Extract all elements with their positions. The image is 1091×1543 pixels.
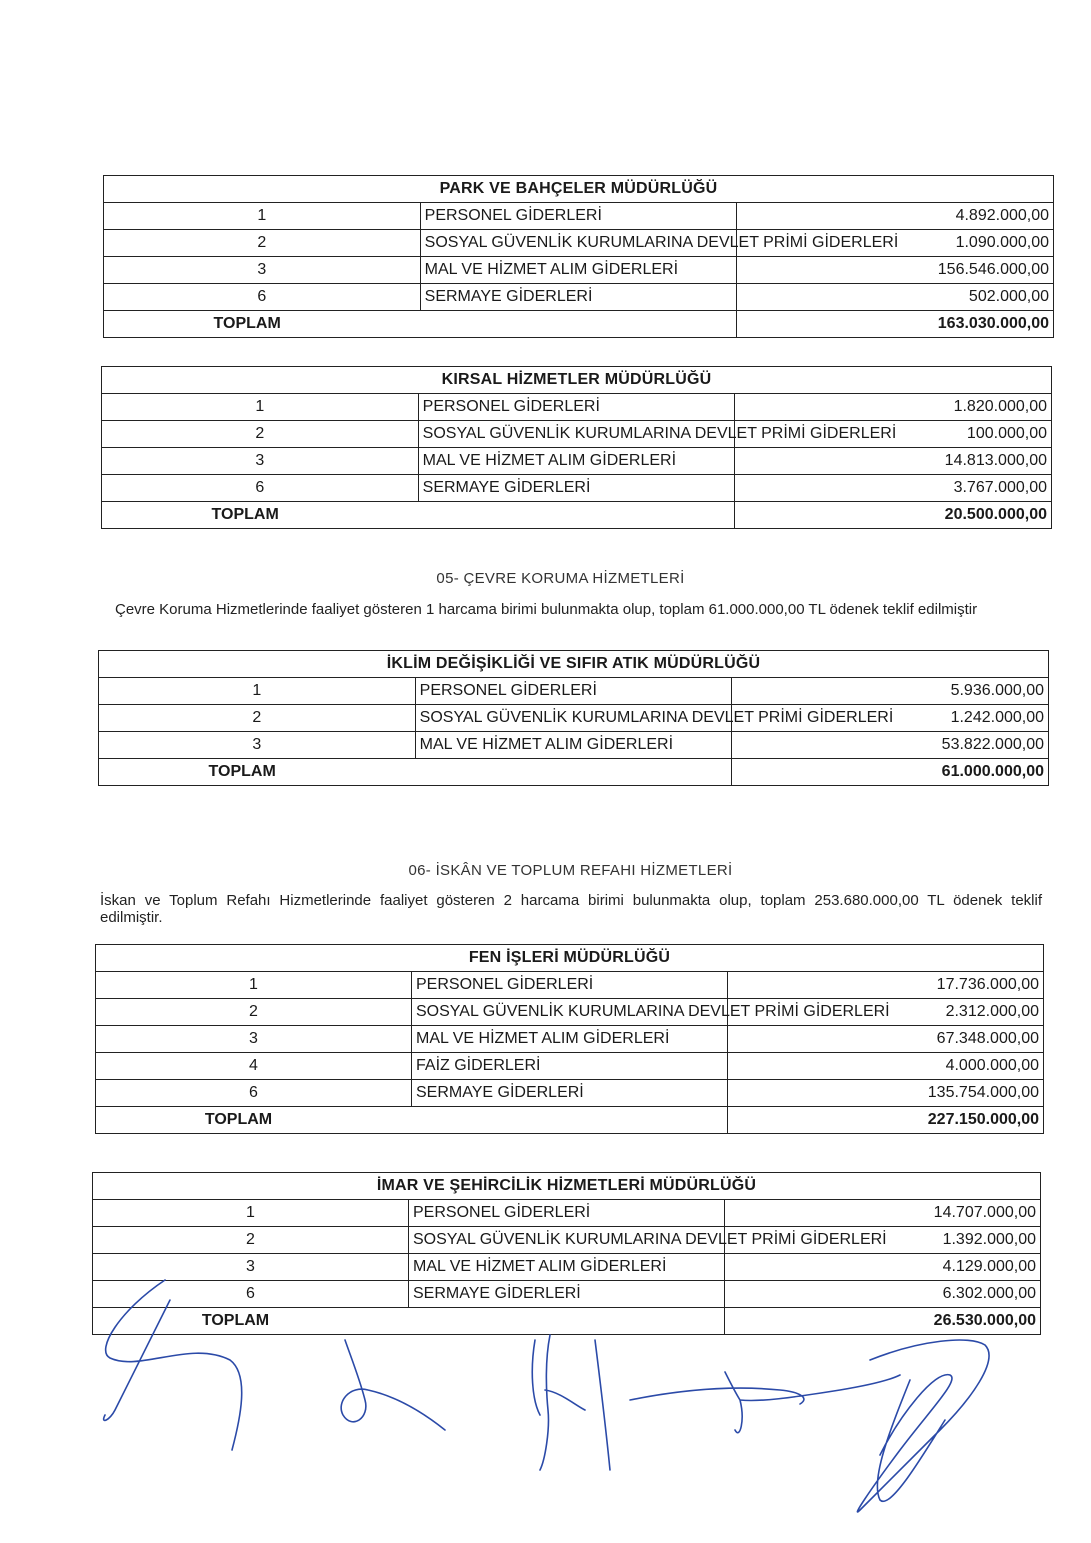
row-amount: 5.936.000,00 bbox=[732, 678, 1049, 705]
row-amount: 4.892.000,00 bbox=[737, 203, 1054, 230]
total-row bbox=[96, 1107, 1044, 1134]
row-number: 6 bbox=[104, 284, 421, 311]
row-number: 2 bbox=[104, 230, 421, 257]
table-row bbox=[102, 448, 1052, 475]
total-label: TOPLAM bbox=[96, 1107, 728, 1134]
signature-2 bbox=[341, 1340, 445, 1430]
row-amount: 3.767.000,00 bbox=[735, 475, 1052, 502]
row-number: 3 bbox=[104, 257, 421, 284]
row-amount: 6.302.000,00 bbox=[725, 1281, 1041, 1308]
budget-table-park bbox=[103, 175, 1054, 338]
row-number: 2 bbox=[93, 1227, 409, 1254]
row-amount: 135.754.000,00 bbox=[728, 1080, 1044, 1107]
table-row bbox=[93, 1227, 1041, 1254]
row-amount: 1.090.000,00 bbox=[737, 230, 1054, 257]
row-expense-name: SERMAYE GİDERLERİ bbox=[418, 475, 735, 502]
row-amount: 1.392.000,00 bbox=[725, 1227, 1041, 1254]
budget-table-kirsal bbox=[101, 366, 1052, 529]
row-expense-name: PERSONEL GİDERLERİ bbox=[418, 394, 735, 421]
row-expense-name: PERSONEL GİDERLERİ bbox=[415, 678, 732, 705]
total-row bbox=[99, 759, 1049, 786]
row-expense-name: SOSYAL GÜVENLİK KURUMLARINA DEVLET PRİMİ GİDERLERİ bbox=[418, 421, 735, 448]
table-row bbox=[96, 1053, 1044, 1080]
row-expense-name: SOSYAL GÜVENLİK KURUMLARINA DEVLET PRİMİ GİDERLERİ bbox=[409, 1227, 725, 1254]
section-heading-cevre: 05- ÇEVRE KORUMA HİZMETLERİ bbox=[436, 570, 685, 587]
table-title: FEN İŞLERİ MÜDÜRLÜĞÜ bbox=[96, 945, 1044, 972]
row-number: 6 bbox=[93, 1281, 409, 1308]
total-amount: 163.030.000,00 bbox=[737, 311, 1054, 338]
budget-table-imar bbox=[92, 1172, 1041, 1335]
total-row bbox=[102, 502, 1052, 529]
row-number: 2 bbox=[99, 705, 416, 732]
row-expense-name: MAL VE HİZMET ALIM GİDERLERİ bbox=[412, 1026, 728, 1053]
row-expense-name: MAL VE HİZMET ALIM GİDERLERİ bbox=[409, 1254, 725, 1281]
total-amount: 20.500.000,00 bbox=[735, 502, 1052, 529]
row-expense-name: PERSONEL GİDERLERİ bbox=[409, 1200, 725, 1227]
total-amount: 61.000.000,00 bbox=[732, 759, 1049, 786]
row-number: 1 bbox=[93, 1200, 409, 1227]
table-row bbox=[102, 421, 1052, 448]
row-number: 6 bbox=[102, 475, 419, 502]
row-amount: 1.242.000,00 bbox=[732, 705, 1049, 732]
table-row bbox=[96, 1080, 1044, 1107]
row-expense-name: MAL VE HİZMET ALIM GİDERLERİ bbox=[415, 732, 732, 759]
signature-5 bbox=[857, 1340, 989, 1512]
total-amount: 227.150.000,00 bbox=[728, 1107, 1044, 1134]
row-expense-name: SOSYAL GÜVENLİK KURUMLARINA DEVLET PRİMİ GİDERLERİ bbox=[412, 999, 728, 1026]
row-number: 1 bbox=[96, 972, 412, 999]
section-heading-iskan: 06- İSKÂN VE TOPLUM REFAHI HİZMETLERİ bbox=[408, 862, 733, 879]
row-number: 2 bbox=[96, 999, 412, 1026]
signature-4 bbox=[630, 1372, 900, 1433]
row-amount: 53.822.000,00 bbox=[732, 732, 1049, 759]
row-expense-name: SOSYAL GÜVENLİK KURUMLARINA DEVLET PRİMİ GİDERLERİ bbox=[420, 230, 737, 257]
table-row bbox=[99, 678, 1049, 705]
row-number: 3 bbox=[102, 448, 419, 475]
row-number: 1 bbox=[104, 203, 421, 230]
row-expense-name: SERMAYE GİDERLERİ bbox=[409, 1281, 725, 1308]
row-expense-name: MAL VE HİZMET ALIM GİDERLERİ bbox=[420, 257, 737, 284]
row-number: 6 bbox=[96, 1080, 412, 1107]
table-row bbox=[99, 732, 1049, 759]
table-row bbox=[93, 1254, 1041, 1281]
row-amount: 17.736.000,00 bbox=[728, 972, 1044, 999]
table-title: İMAR VE ŞEHİRCİLİK HİZMETLERİ MÜDÜRLÜĞÜ bbox=[93, 1173, 1041, 1200]
signature-3 bbox=[532, 1335, 610, 1470]
row-number: 2 bbox=[102, 421, 419, 448]
total-row bbox=[104, 311, 1054, 338]
section-text-cevre: Çevre Koruma Hizmetlerinde faaliyet gösteren 1 harcama birimi bulunmakta olup, toplam 61.000.000,00 TL ödenek teklif edilmiştir bbox=[115, 601, 978, 618]
table-row bbox=[93, 1200, 1041, 1227]
row-number: 3 bbox=[99, 732, 416, 759]
table-row bbox=[102, 475, 1052, 502]
table-row bbox=[104, 284, 1054, 311]
row-amount: 14.813.000,00 bbox=[735, 448, 1052, 475]
row-expense-name: SERMAYE GİDERLERİ bbox=[420, 284, 737, 311]
row-number: 3 bbox=[93, 1254, 409, 1281]
signatures-image bbox=[0, 1320, 1091, 1543]
table-title: İKLİM DEĞİŞİKLİĞİ VE SIFIR ATIK MÜDÜRLÜĞÜ bbox=[99, 651, 1049, 678]
total-label: TOPLAM bbox=[93, 1308, 725, 1335]
row-number: 1 bbox=[102, 394, 419, 421]
row-amount: 4.129.000,00 bbox=[725, 1254, 1041, 1281]
table-row bbox=[96, 1026, 1044, 1053]
section-text-iskan-line1: İskan ve Toplum Refahı Hizmetlerinde faaliyet gösteren 2 harcama birimi bulunmakta olup, toplam 253.680.000,00 TL ödenek teklif bbox=[100, 892, 1042, 909]
section-text-iskan-line2: edilmiştir. bbox=[100, 909, 163, 926]
budget-table-iklim bbox=[98, 650, 1049, 786]
table-row bbox=[96, 999, 1044, 1026]
table-row bbox=[104, 257, 1054, 284]
total-label: TOPLAM bbox=[99, 759, 732, 786]
row-amount: 67.348.000,00 bbox=[728, 1026, 1044, 1053]
total-label: TOPLAM bbox=[102, 502, 735, 529]
row-amount: 502.000,00 bbox=[737, 284, 1054, 311]
row-amount: 2.312.000,00 bbox=[728, 999, 1044, 1026]
table-title: KIRSAL HİZMETLER MÜDÜRLÜĞÜ bbox=[102, 367, 1052, 394]
table-row bbox=[104, 203, 1054, 230]
table-row bbox=[99, 705, 1049, 732]
table-row bbox=[93, 1281, 1041, 1308]
row-expense-name: SERMAYE GİDERLERİ bbox=[412, 1080, 728, 1107]
total-label: TOPLAM bbox=[104, 311, 737, 338]
table-row bbox=[96, 972, 1044, 999]
row-number: 1 bbox=[99, 678, 416, 705]
total-amount: 26.530.000,00 bbox=[725, 1308, 1041, 1335]
row-amount: 156.546.000,00 bbox=[737, 257, 1054, 284]
row-number: 4 bbox=[96, 1053, 412, 1080]
row-expense-name: MAL VE HİZMET ALIM GİDERLERİ bbox=[418, 448, 735, 475]
row-number: 3 bbox=[96, 1026, 412, 1053]
table-title: PARK VE BAHÇELER MÜDÜRLÜĞÜ bbox=[104, 176, 1054, 203]
row-expense-name: PERSONEL GİDERLERİ bbox=[412, 972, 728, 999]
table-row bbox=[104, 230, 1054, 257]
row-amount: 14.707.000,00 bbox=[725, 1200, 1041, 1227]
row-amount: 4.000.000,00 bbox=[728, 1053, 1044, 1080]
row-expense-name: FAİZ GİDERLERİ bbox=[412, 1053, 728, 1080]
budget-table-fen bbox=[95, 944, 1044, 1134]
row-amount: 100.000,00 bbox=[735, 421, 1052, 448]
row-amount: 1.820.000,00 bbox=[735, 394, 1052, 421]
row-expense-name: PERSONEL GİDERLERİ bbox=[420, 203, 737, 230]
table-row bbox=[102, 394, 1052, 421]
row-expense-name: SOSYAL GÜVENLİK KURUMLARINA DEVLET PRİMİ GİDERLERİ bbox=[415, 705, 732, 732]
